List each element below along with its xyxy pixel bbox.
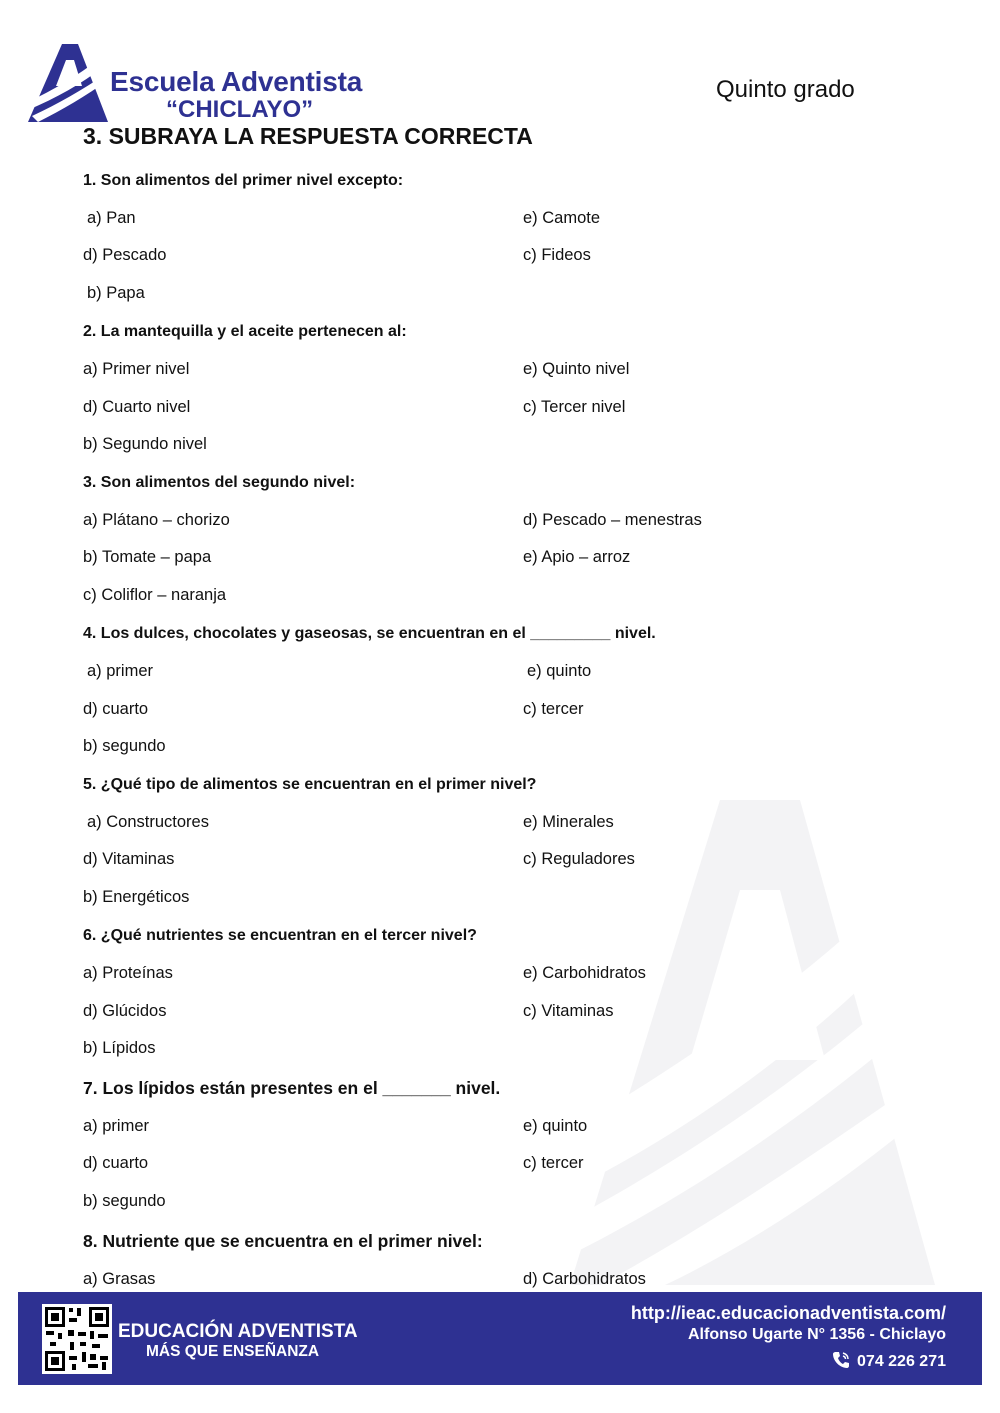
school-logo — [28, 44, 378, 122]
question-7: 7. Los lípidos están presentes en el _______ nivel. — [83, 1078, 501, 1098]
option[interactable]: b) Lípidos — [83, 1039, 156, 1057]
option[interactable]: e) Carbohidratos — [523, 964, 646, 982]
grade-label: Quinto grado — [716, 76, 855, 103]
option[interactable]: b) Segundo nivel — [83, 435, 207, 453]
option[interactable]: c) tercer — [523, 1154, 584, 1172]
watermark-logo — [570, 800, 935, 1285]
question-4: 4. Los dulces, chocolates y gaseosas, se encuentran en el _________ nivel. — [83, 625, 656, 642]
option[interactable]: c) tercer — [523, 700, 584, 718]
question-8: 8. Nutriente que se encuentra en el primer nivel: — [83, 1231, 483, 1251]
option[interactable]: d) Glúcidos — [83, 1002, 167, 1020]
option[interactable]: e) Quinto nivel — [523, 360, 630, 378]
question-2: 2. La mantequilla y el aceite pertenecen al: — [83, 323, 407, 340]
option[interactable]: c) Tercer nivel — [523, 398, 626, 416]
footer-slogan: MÁS QUE ENSEÑANZA — [146, 1343, 320, 1360]
option[interactable]: c) Vitaminas — [523, 1002, 614, 1020]
option[interactable]: d) cuarto — [83, 700, 149, 718]
option[interactable]: b) segundo — [83, 737, 166, 755]
option[interactable]: e) Minerales — [523, 813, 614, 831]
option[interactable]: e) quinto — [523, 1117, 588, 1135]
option[interactable]: e) quinto — [527, 662, 592, 680]
school-city: “CHICLAYO” — [166, 96, 314, 123]
option[interactable]: a) Plátano – chorizo — [83, 511, 230, 529]
option[interactable]: a) primer — [87, 662, 154, 680]
option[interactable]: d) Carbohidratos — [523, 1270, 646, 1288]
option[interactable]: a) primer — [83, 1117, 150, 1135]
question-1: 1. Son alimentos del primer nivel excepto: — [83, 172, 404, 189]
option[interactable]: c) Reguladores — [523, 850, 635, 868]
option[interactable]: d) Cuarto nivel — [83, 398, 191, 416]
option[interactable]: e) Camote — [523, 209, 601, 227]
footer-website-link[interactable]: http://ieac.educacionadventista.com/ — [630, 1303, 946, 1323]
option[interactable]: d) Pescado – menestras — [523, 511, 702, 529]
question-6: 6. ¿Qué nutrientes se encuentran en el tercer nivel? — [83, 927, 477, 944]
option[interactable]: b) Tomate – papa — [83, 548, 212, 566]
option[interactable]: d) Pescado — [83, 246, 167, 264]
option[interactable]: c) Fideos — [523, 246, 591, 264]
footer-phone — [831, 1350, 946, 1371]
qr-code-icon[interactable] — [42, 1304, 112, 1374]
option[interactable]: a) Constructores — [87, 813, 209, 831]
option[interactable]: b) Energéticos — [83, 888, 190, 906]
option[interactable]: e) Apio – arroz — [523, 548, 631, 566]
question-5: 5. ¿Qué tipo de alimentos se encuentran en el primer nivel? — [83, 776, 537, 793]
footer-address: Alfonso Ugarte N° 1356 - Chiclayo — [687, 1326, 946, 1343]
section-title: 3. SUBRAYA LA RESPUESTA CORRECTA — [83, 123, 533, 149]
footer-organization: EDUCACIÓN ADVENTISTA — [118, 1321, 358, 1342]
option[interactable]: a) Proteínas — [83, 964, 173, 982]
option[interactable]: a) Primer nivel — [83, 360, 190, 378]
option[interactable]: a) Pan — [87, 209, 136, 227]
option[interactable]: b) segundo — [83, 1192, 166, 1210]
school-logo-icon — [28, 44, 108, 122]
footer-phone-number[interactable]: 074 226 271 — [857, 1353, 946, 1370]
question-3: 3. Son alimentos del segundo nivel: — [83, 474, 356, 491]
option[interactable]: d) cuarto — [83, 1154, 149, 1172]
option[interactable]: b) Papa — [87, 284, 145, 302]
school-name: Escuela Adventista — [110, 66, 363, 97]
footer-banner — [18, 1292, 982, 1385]
option[interactable]: a) Grasas — [83, 1270, 156, 1288]
option[interactable]: d) Vitaminas — [83, 850, 175, 868]
option[interactable]: c) Coliflor – naranja — [83, 586, 227, 604]
phone-icon — [831, 1350, 851, 1370]
